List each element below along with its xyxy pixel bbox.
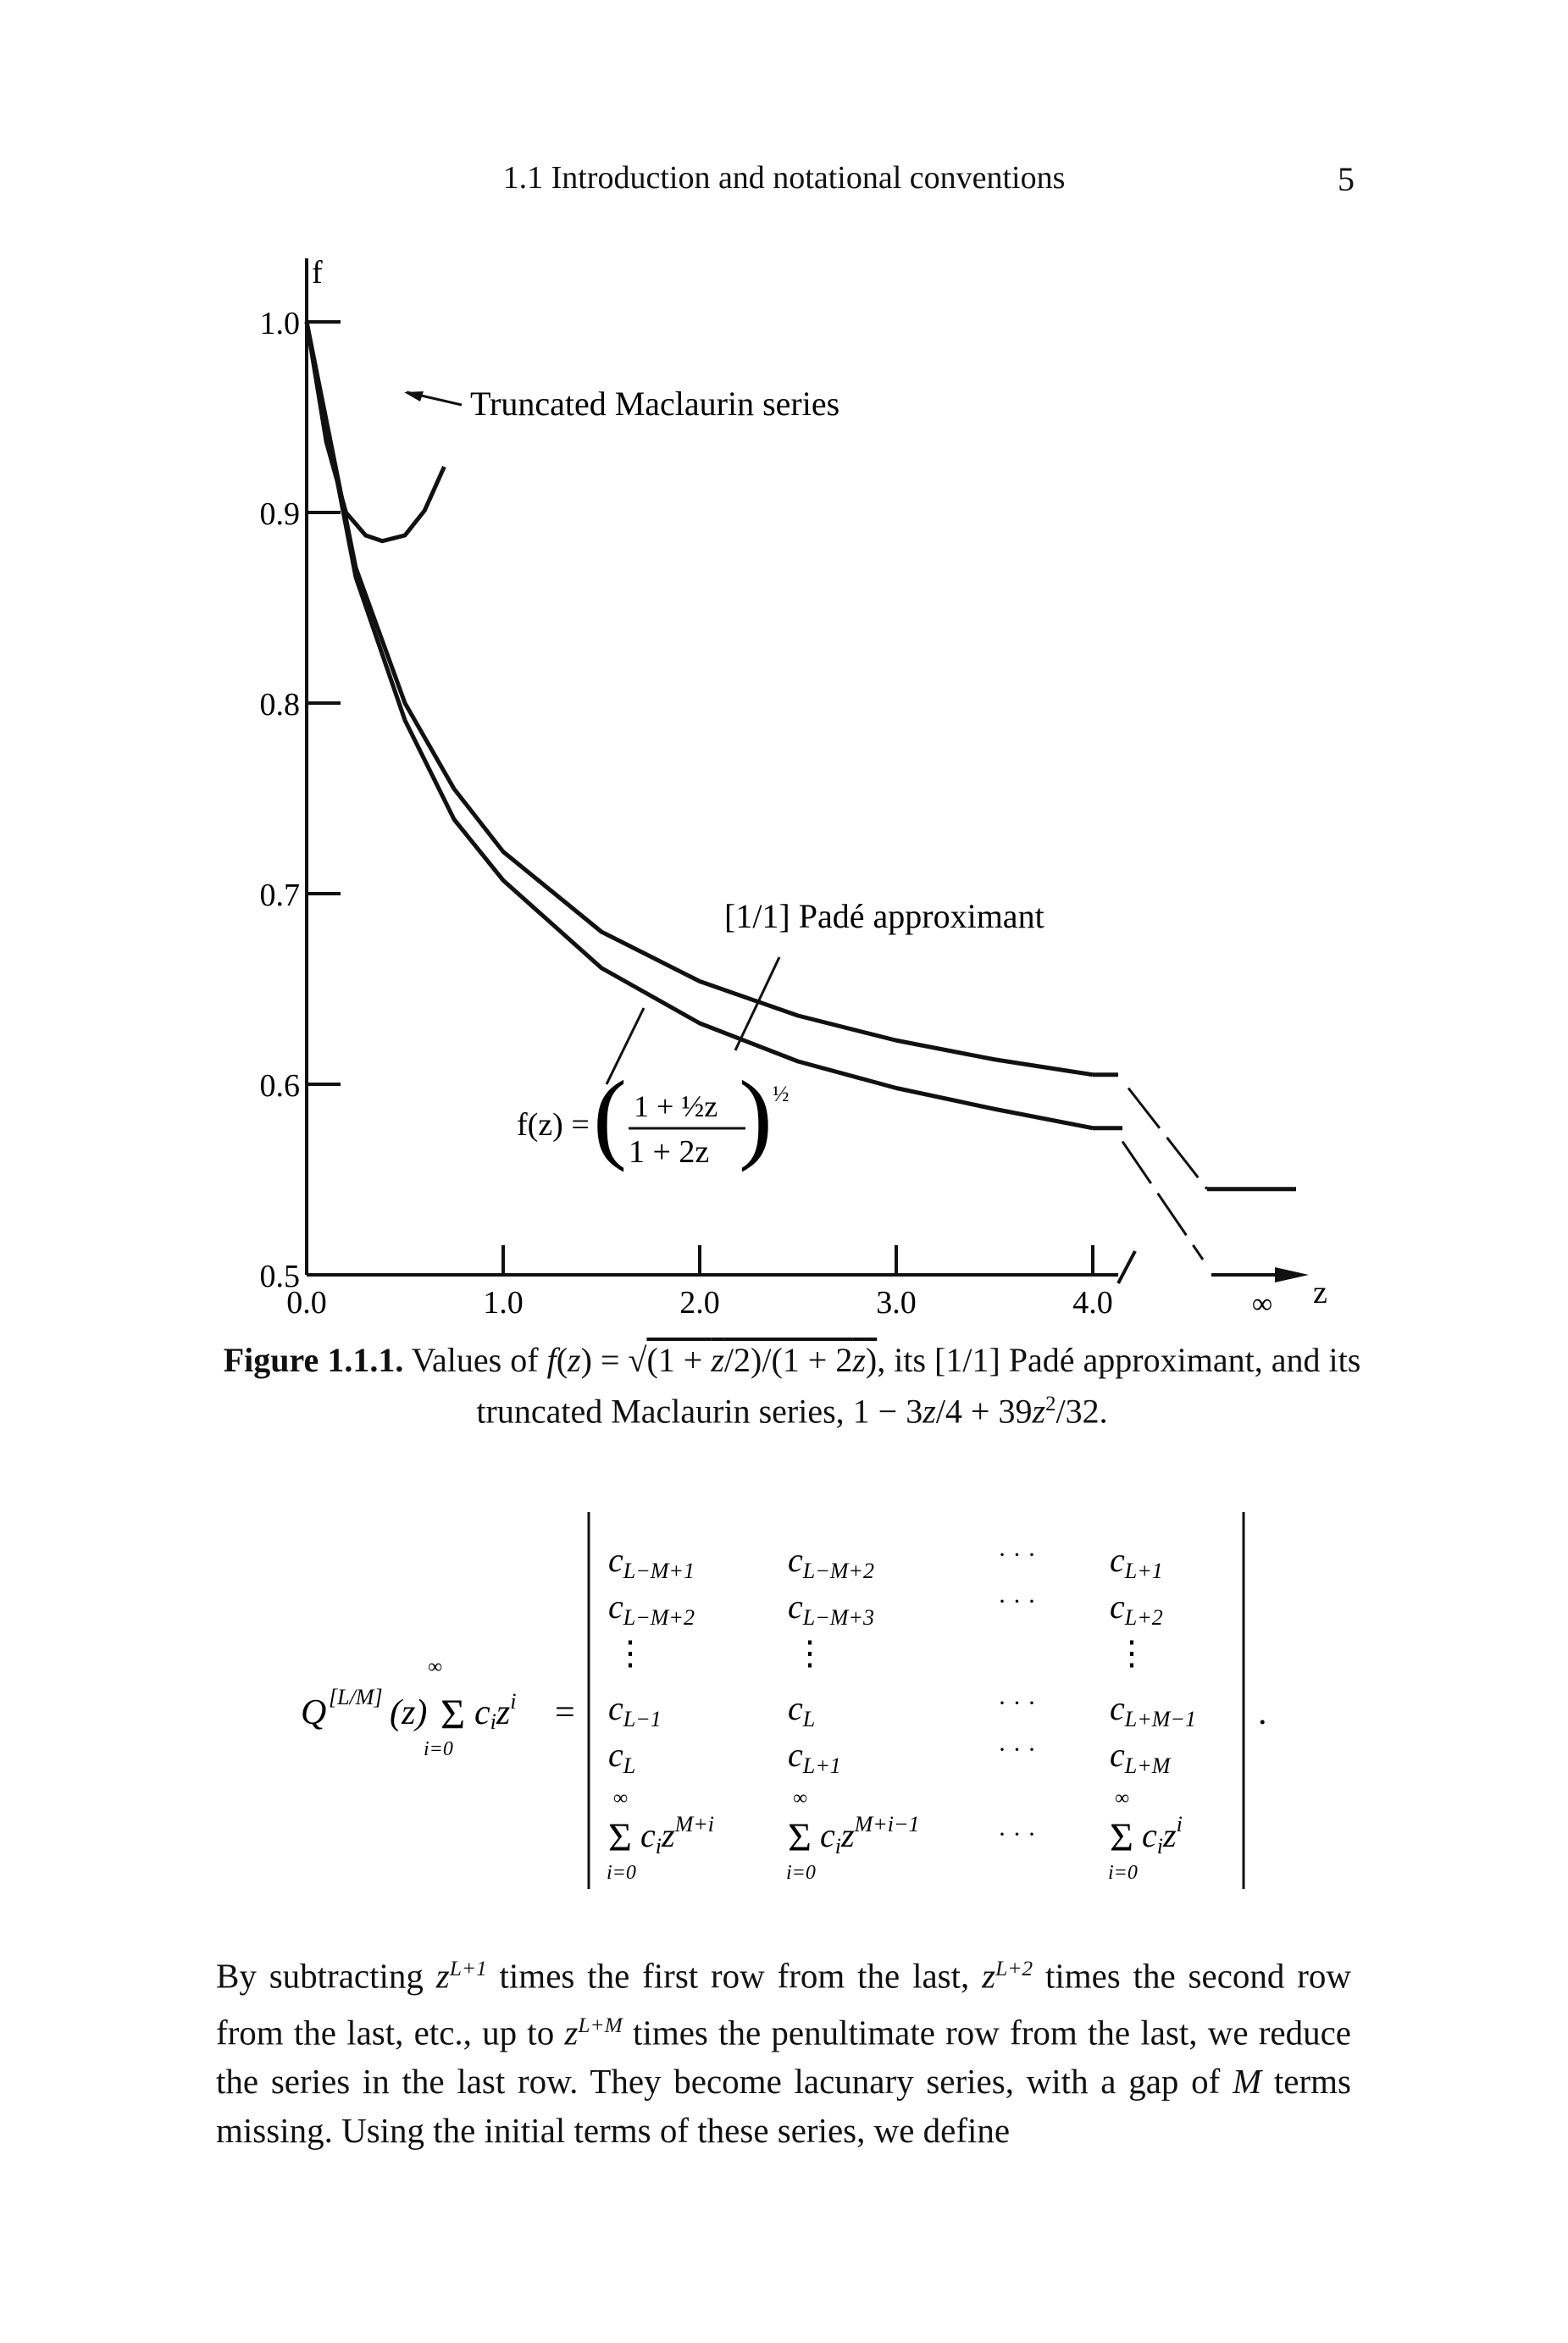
det-vdots-c1: ⋮ — [793, 1634, 827, 1672]
det-sum-term-c2: $c_iz^i$ — [1142, 1812, 1183, 1858]
x-tick-label-2: 2.0 — [679, 1285, 720, 1321]
det-sum-term-c1: $c_iz^{M+i-1}$ — [820, 1812, 920, 1858]
det-sum-term-c0: $c_iz^{M+i}$ — [640, 1812, 715, 1858]
caption-fz: f — [546, 1341, 557, 1379]
caption-text-2: , its [1/1] Padé approximant, and its truncated Maclaurin series, 1 − 3 — [476, 1341, 1361, 1431]
determinant-equation — [0, 1482, 1568, 1906]
annotation-f-exp: ½ — [773, 1082, 790, 1106]
y-tick-label-2: 0.8 — [259, 687, 300, 723]
chart-curves — [307, 322, 1296, 1260]
det-sum-sup-c1: ∞ — [793, 1787, 808, 1809]
annotation-f-num: 1 + ½z — [634, 1089, 718, 1123]
lhs-term: ciz$^i$ — [474, 1689, 517, 1734]
det-sum-sigma-c2: Σ — [1110, 1815, 1133, 1860]
lhs-sigma: Σ — [440, 1690, 466, 1737]
det-cell-r1-c2: $c_{L+2}$ — [1110, 1587, 1163, 1630]
det-hdots-r2: · · · — [998, 1689, 1036, 1717]
lhs-sum-sup: ∞ — [428, 1656, 443, 1678]
running-head-title: 1.1 Introduction and notational conventions — [502, 160, 1066, 196]
det-sum-sub-c0: i=0 — [607, 1862, 636, 1884]
det-hdots-last: · · · — [998, 1820, 1036, 1848]
det-sum-sub-c2: i=0 — [1108, 1862, 1138, 1884]
para-text-3: times the second row from the last, etc., up to — [216, 1956, 1352, 2052]
det-cell-r3-c0: $c_L$ — [608, 1736, 636, 1778]
x-tick-label-3: 3.0 — [876, 1285, 917, 1321]
det-cell-r2-c1: $c_L$ — [788, 1689, 816, 1731]
x-tick-label-infinity: ∞ — [1251, 1288, 1273, 1320]
equation-period: . — [1258, 1693, 1267, 1732]
body-paragraph: By subtracting $z^{L+1}$ times the first row from the last, $z^{L+2}$ times the second row from the last, etc., up to $z^{L+M}$ times the penultimate row from the last, we reduce the series in the last row. They become lacunary series, with a gap of M terms missing. Using the initial terms of these series, we define — [216, 1956, 1352, 2151]
caption-text-3: /4 + 39 — [935, 1392, 1033, 1431]
det-cell-r2-c2: $c_{L+M-1}$ — [1110, 1689, 1196, 1731]
curve-pade — [307, 322, 1093, 1075]
para-text-4: times the penultimate row from the last, we reduce the series in the last row. They become lacunary series, with a gap of — [216, 2013, 1351, 2102]
y-tick-label-1: 0.9 — [259, 496, 300, 532]
figure-caption: Figure 1.1.1. Values of f(z) = √(1 + z/2)/(1 + 2z), its [1/1] Padé approximant, and its truncated Maclaurin series, $1 - 3z/4 + 39z^2/32$. — [223, 1341, 1361, 1431]
para-exp-3: L+M — [578, 2013, 623, 2037]
maclaurin-leader-arrow — [404, 391, 424, 402]
det-body — [607, 1541, 1196, 1884]
lhs-q: Q — [301, 1693, 327, 1732]
y-tick-label-3: 0.7 — [259, 878, 300, 913]
page-number: 5 — [1338, 160, 1355, 198]
y-tick-label-4: 0.6 — [259, 1068, 300, 1104]
lhs-z: (z) — [390, 1693, 428, 1732]
det-vdots-c2: ⋮ — [1115, 1634, 1149, 1672]
para-exp-1: L+1 — [449, 1957, 487, 1980]
para-m: M — [1233, 2062, 1262, 2102]
x-axis-break-mark — [1118, 1251, 1135, 1283]
pade-leader — [735, 957, 779, 1050]
det-sum-sigma-c0: Σ — [608, 1815, 632, 1860]
caption-text-4: /32. — [1055, 1392, 1108, 1431]
det-cell-r3-c1: $c_{L+1}$ — [788, 1736, 841, 1778]
det-sum-sigma-c1: Σ — [788, 1815, 812, 1860]
annotation-f-den: 1 + 2z — [629, 1134, 710, 1170]
det-cell-r3-c2: $c_{L+M}$ — [1110, 1736, 1171, 1778]
curve-pade-break — [1128, 1088, 1207, 1189]
lhs-equals: = — [555, 1693, 575, 1732]
x-axis-label: z — [1313, 1275, 1327, 1310]
x-tick-label-0: 0.0 — [286, 1285, 327, 1321]
det-hdots-r0: · · · — [998, 1541, 1036, 1569]
det-sum-sub-c1: i=0 — [786, 1862, 816, 1884]
annotation-f-lhs: f(z) = — [517, 1107, 590, 1143]
det-sum-sup-c0: ∞ — [613, 1787, 629, 1809]
para-text-5: terms missing. Using the initial terms of these series, we define — [216, 2062, 1352, 2151]
chart-annotations — [312, 255, 1327, 1310]
y-tick-label-5: 0.5 — [259, 1259, 300, 1294]
det-cell-r0-c2: $c_{L+1}$ — [1110, 1541, 1163, 1583]
det-hdots-r1: · · · — [998, 1587, 1036, 1615]
det-cell-r0-c1: $c_{L-M+2}$ — [788, 1541, 874, 1583]
caption-label: Figure 1.1.1. — [223, 1341, 404, 1379]
x-axis-arrowhead — [1275, 1267, 1309, 1282]
f-left-paren: ( — [593, 1060, 627, 1172]
y-axis-label: f — [312, 255, 323, 291]
det-vdots-c0: ⋮ — [613, 1634, 647, 1672]
lhs-sum-sub: i=0 — [424, 1738, 453, 1760]
curve-f-break — [1122, 1142, 1203, 1260]
curve-f-exact — [307, 322, 1093, 1128]
det-hdots-r3: · · · — [998, 1736, 1036, 1764]
f-right-paren: ) — [739, 1060, 773, 1172]
para-exp-2: L+2 — [995, 1957, 1033, 1980]
para-text-1: By subtracting — [216, 1956, 436, 1996]
x-tick-label-1: 1.0 — [483, 1285, 524, 1321]
det-cell-r1-c0: $c_{L-M+2}$ — [608, 1587, 695, 1630]
annotation-maclaurin: Truncated Maclaurin series — [470, 385, 840, 423]
det-cell-r1-c1: $c_{L-M+3}$ — [788, 1587, 874, 1630]
annotation-pade: [1/1] Padé approximant — [724, 897, 1044, 935]
det-sum-sup-c2: ∞ — [1115, 1787, 1130, 1809]
lhs-sup: [L/M] — [329, 1685, 383, 1709]
x-tick-label-4: 4.0 — [1072, 1285, 1113, 1321]
para-text-2: times the first row from the last, — [486, 1956, 983, 1996]
det-cell-r0-c0: $c_{L-M+1}$ — [608, 1541, 695, 1583]
det-cell-r2-c0: $c_{L-1}$ — [608, 1689, 662, 1731]
y-tick-label-0: 1.0 — [259, 306, 300, 341]
caption-text-1: Values of — [403, 1341, 547, 1379]
